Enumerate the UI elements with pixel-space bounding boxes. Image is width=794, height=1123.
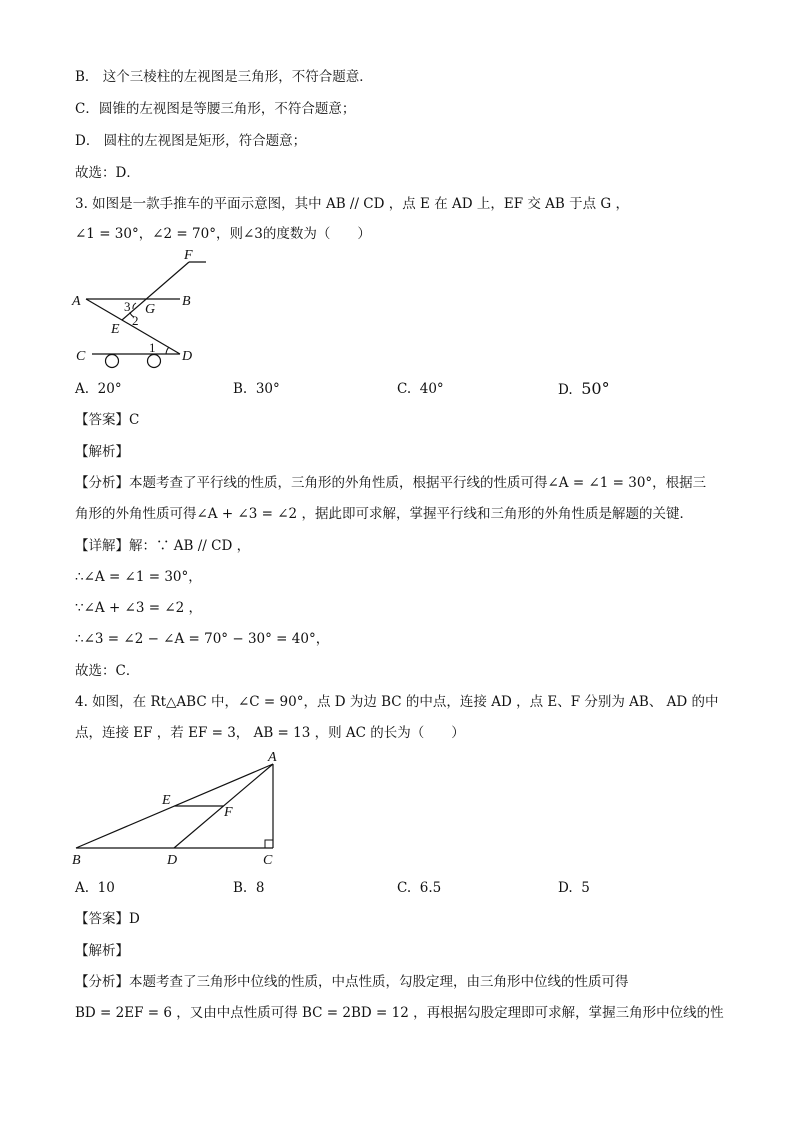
q3-angle-3: 3 <box>124 299 131 314</box>
q3-label-f: F <box>184 248 193 263</box>
q3-option-c[interactable]: C. 40° <box>397 381 444 397</box>
q3-stem-line1: 3. 如图是一款手推车的平面示意图，其中 AB // CD ，点 E 在 AD 上，EF 交 AB 于点 G ， <box>75 196 629 212</box>
q4-label-b: B <box>72 853 81 868</box>
q3-detail-line4: ∴∠3 = ∠2 − ∠A = 70° − 30° = 40°， <box>75 631 330 647</box>
q4-label-a: A <box>268 750 277 765</box>
q3-label-d: D <box>182 349 193 364</box>
q4-option-a[interactable]: A. 10 <box>75 880 115 896</box>
q4-stem-line2: 点，连接 EF ，若 EF = 3， AB = 13 ，则 AC 的长为（ ） <box>75 725 465 741</box>
q3-label-e: E <box>111 322 120 337</box>
q3-option-a[interactable]: A. 20° <box>75 381 122 397</box>
q3-label-a: A <box>72 294 81 309</box>
prev-solution-option-b: B． 这个三棱柱的左视图是三角形，不符合题意． <box>75 69 373 85</box>
q4-label-e: E <box>162 793 171 808</box>
q4-analysis-line2: BD = 2EF = 6 ，又由中点性质可得 BC = 2BD = 12 ，再根据勾股定理即可求解，掌握三角形中位线的性 <box>75 1005 724 1021</box>
prev-solution-option-c: C．圆锥的左视图是等腰三角形，不符合题意； <box>75 101 356 117</box>
q4-option-d[interactable]: D. 5 <box>558 880 590 896</box>
q3-angle-2: 2 <box>132 313 139 328</box>
q4-jiexi: 【解析】 <box>75 943 129 959</box>
prev-solution-option-d: D． 圆柱的左视图是矩形，符合题意； <box>75 133 307 149</box>
q4-stem-line1: 4. 如图，在 Rt△ABC 中，∠C = 90°，点 D 为边 BC 的中点，连接 AD ，点 E、F 分别为 AB、 AD 的中 <box>75 694 719 710</box>
q3-label-c: C <box>76 349 86 364</box>
q3-label-b: B <box>182 294 191 309</box>
q4-answer: 【答案】D <box>75 911 140 927</box>
q3-jiexi: 【解析】 <box>75 444 129 460</box>
q3-detail-line2: ∴∠A = ∠1 = 30°， <box>75 569 202 585</box>
q3-stem-line2: ∠1 = 30°，∠2 = 70°，则∠3的度数为（ ） <box>75 226 371 242</box>
prev-solution-choice: 故选：D． <box>75 165 140 181</box>
q3-figure <box>70 245 220 373</box>
q3-analysis-line1: 【分析】本题考查了平行线的性质，三角形的外角性质，根据平行线的性质可得∠A = ∠1 = 30°，根据三 <box>75 475 707 491</box>
q3-option-d[interactable]: D. 50° <box>558 379 610 398</box>
q4-label-c: C <box>263 853 273 868</box>
q3-answer: 【答案】C <box>75 412 140 428</box>
q3-choice: 故选：C． <box>75 663 140 679</box>
q3-detail-line1: 【详解】解：∵ AB // CD ， <box>75 538 251 554</box>
q4-label-f: F <box>224 805 233 820</box>
q3-analysis-line2: 角形的外角性质可得∠A + ∠3 = ∠2 ，据此即可求解，掌握平行线和三角形的外角性质是解题的关键． <box>75 506 693 522</box>
q4-option-c[interactable]: C. 6.5 <box>397 880 442 896</box>
q4-analysis-line1: 【分析】本题考查了三角形中位线的性质，中点性质，勾股定理，由三角形中位线的性质可得 <box>75 974 629 990</box>
q3-angle-1: 1 <box>149 340 156 355</box>
q4-figure <box>66 748 296 870</box>
q4-label-d: D <box>167 853 178 868</box>
q3-label-g: G <box>145 302 156 317</box>
q3-detail-line3: ∵∠A + ∠3 = ∠2 ， <box>75 600 203 616</box>
q3-option-b[interactable]: B. 30° <box>233 381 280 397</box>
q4-option-b[interactable]: B. 8 <box>233 880 265 896</box>
